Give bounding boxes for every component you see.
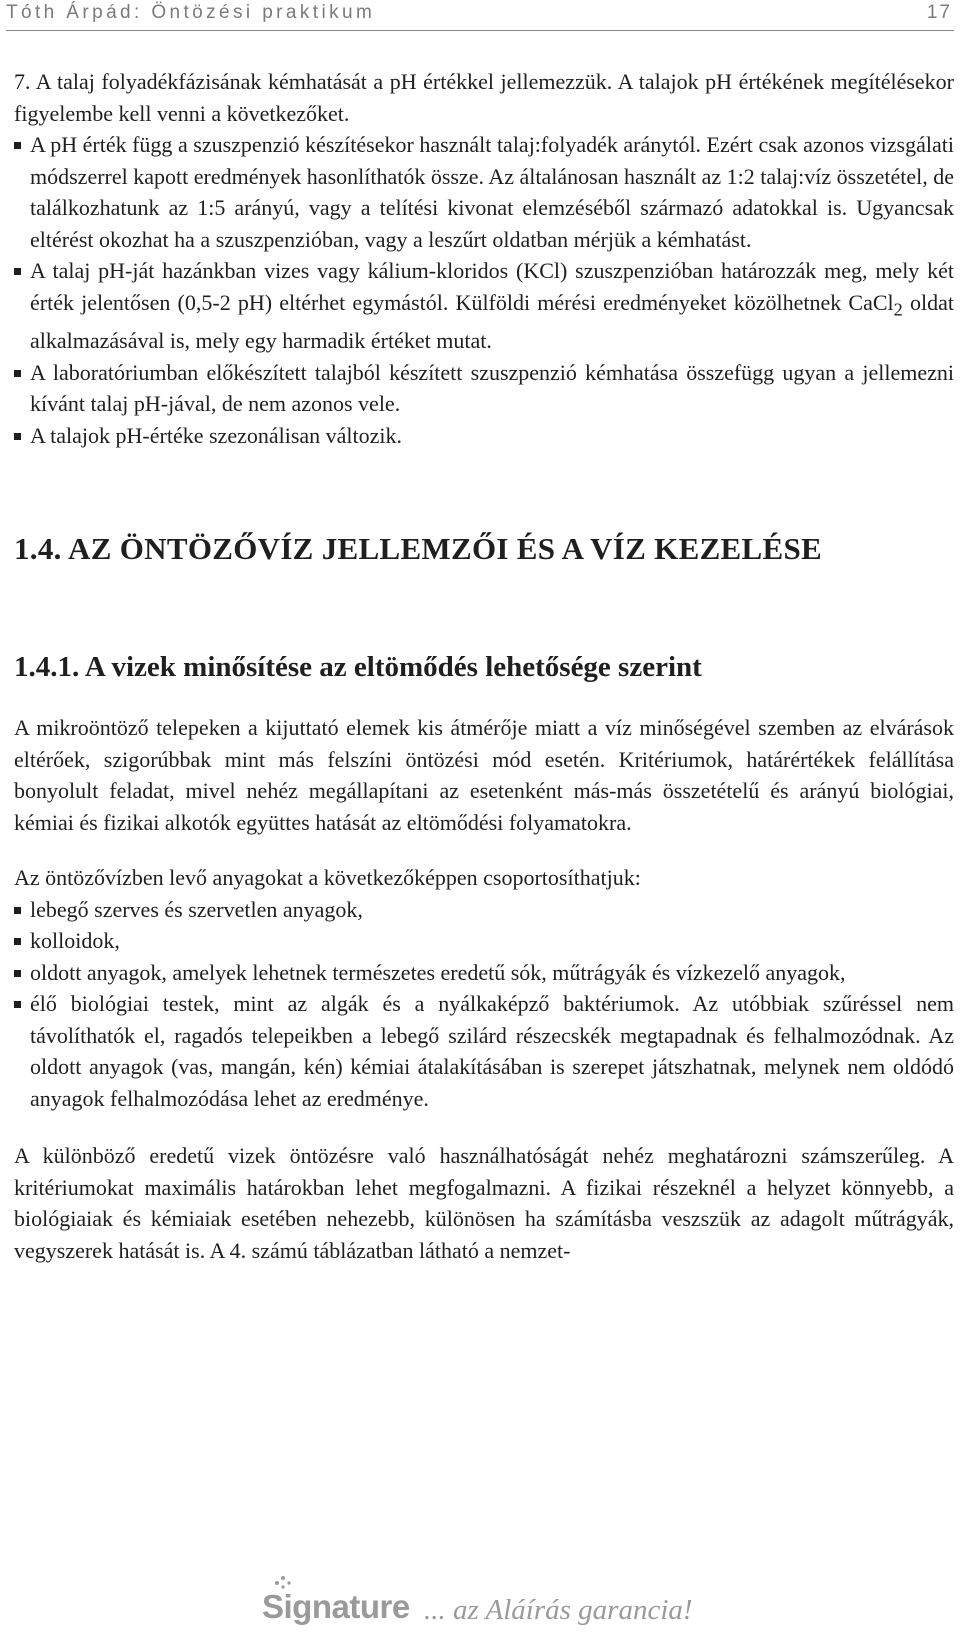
ph-bullet-list: [14, 129, 954, 451]
list-item-text: kolloidok,: [30, 928, 120, 954]
body-paragraph: A különböző eredetű vizek öntözésre való használhatóságát nehéz meghatározni számszerűleg. A kritériumokat maximális határokban lehet megfogalmazni. A fizikai részeknél a helyzet könnyebb, a biológiaiak és kémiaiak esetében nehezebb, különösen ha számításba veszszük az adagolt műtrágyák, vegyszerek hatását is. A 4. számú táblázatban látható a nemzet-: [14, 1143, 954, 1263]
list-item: [14, 988, 954, 1114]
list-item-text: A laboratóriumban előkészített talajból készített szuszpenzió kémhatása összefügg ugyan a jellemezni kívánt talaj pH-jával, de nem azonos vele.: [30, 359, 954, 417]
list-item: [14, 357, 954, 420]
page-number: 17: [926, 2, 952, 23]
list-item-text: lebegő szerves és szervetlen anyagok,: [30, 896, 363, 922]
header-rule: [6, 30, 954, 31]
list-item: [14, 957, 954, 989]
list-item-text: élő biológiai testek, mint az algák és a nyálkaképző baktériumok. Az utóbbiak szűréssel nem távolíthatók el, ragadós telepeikben a lebegő szilárd részecskék megtapadnak és felhalmozódnak. Az oldott anyagok (vas, mangán, kén) kémiai átalakításában is szerepet játszhatnak, melynek nem oldódó anyagok felhalmozódása lehet az eredménye.: [30, 991, 954, 1111]
section-title: 1.4. AZ ÖNTÖZŐVÍZ JELLEMZŐI ÉS A VÍZ KEZELÉSE: [14, 531, 822, 567]
subscript-text: 2: [893, 298, 903, 319]
subsection-title: 1.4.1. A vizek minősítése az eltömődés lehetősége szerint: [14, 651, 702, 684]
square-bullet-icon: [14, 142, 21, 149]
list-item-text: A pH érték függ a szuszpenzió készítésekor használt talaj:folyadék aránytól. Ezért csak azonos vizsgálati módszerrel kapott eredmények hasonlíthatók össze. Az általánosan használt az 1:2 talaj:víz összetétel, de találkozhatunk az 1:5 arányú, vagy a telítési kivonat elemzéséből származó adatokkal is. Ugyancsak eltérést okozhat ha a szuszpenzióban, vagy a leszűrt oldatban mérjük a kémhatást.: [30, 132, 954, 252]
signature-logo: Signature: [262, 1588, 410, 1625]
body-paragraph: A mikroöntöző telepeken a kijuttató elemek kis átmérője miatt a víz minőségével szemben az elvárások eltérőek, szigorúbbak mint más felszíni öntözési mód esetén. Kritériumok, határértékek felállítása bonyolult feladat, mivel nehéz megállapítani az esetenként más-más összetételű és arányú biológiai, kémiai és fizikai alkotók együttes hatását az eltömődési folyamatokra.: [14, 715, 954, 835]
list-item: [14, 255, 954, 357]
square-bullet-icon: [14, 433, 21, 440]
list-item: [14, 894, 954, 926]
list-item-text: A talajok pH-értéke szezonálisan változik.: [30, 422, 403, 448]
square-bullet-icon: [14, 268, 21, 275]
spacer: [14, 686, 954, 712]
page-body: [14, 66, 954, 1266]
page-header: [0, 0, 960, 30]
list-item-text: oldott anyagok, amelyek lehetnek természetes eredetű sók, műtrágyák és vízkezelő anyagok,: [30, 959, 846, 985]
list-item: [14, 420, 954, 452]
square-bullet-icon: [14, 370, 21, 377]
list-item: [14, 925, 954, 957]
square-bullet-icon: [14, 938, 21, 945]
square-bullet-icon: [14, 1001, 21, 1008]
list-intro: Az öntözővízben levő anyagokat a következőképpen csoportosíthatjuk:: [14, 865, 641, 891]
running-head: Tóth Árpád: Öntözési praktikum: [6, 2, 376, 23]
intro-paragraph: 7. A talaj folyadékfázisának kémhatását a pH értékkel jellemezzük. A talajok pH értékének megítélésekor figyelembe kell venni a következőket.: [14, 69, 954, 126]
list-item: [14, 129, 954, 255]
spacer: [14, 838, 954, 862]
water-content-list: [14, 894, 954, 1115]
page-footer: [0, 1580, 960, 1636]
spacer: [14, 451, 954, 529]
spacer: [14, 1114, 954, 1140]
square-bullet-icon: [14, 907, 21, 914]
list-item-text: oldat alkalmazásával is, mely egy harmadik értéket mutat.: [30, 289, 954, 354]
footer-tagline: ... az Aláírás garancia!: [424, 1594, 693, 1626]
square-bullet-icon: [14, 970, 21, 977]
spacer: [14, 569, 954, 648]
list-item-text: A talaj pH-ját hazánkban vizes vagy kálium-kloridos (KCl) szuszpenzióban határozzák meg, mely két érték jelentősen (0,5-2 pH) eltérhet egymástól. Külföldi mérési eredményeket közölhetnek CaCl: [30, 258, 954, 315]
